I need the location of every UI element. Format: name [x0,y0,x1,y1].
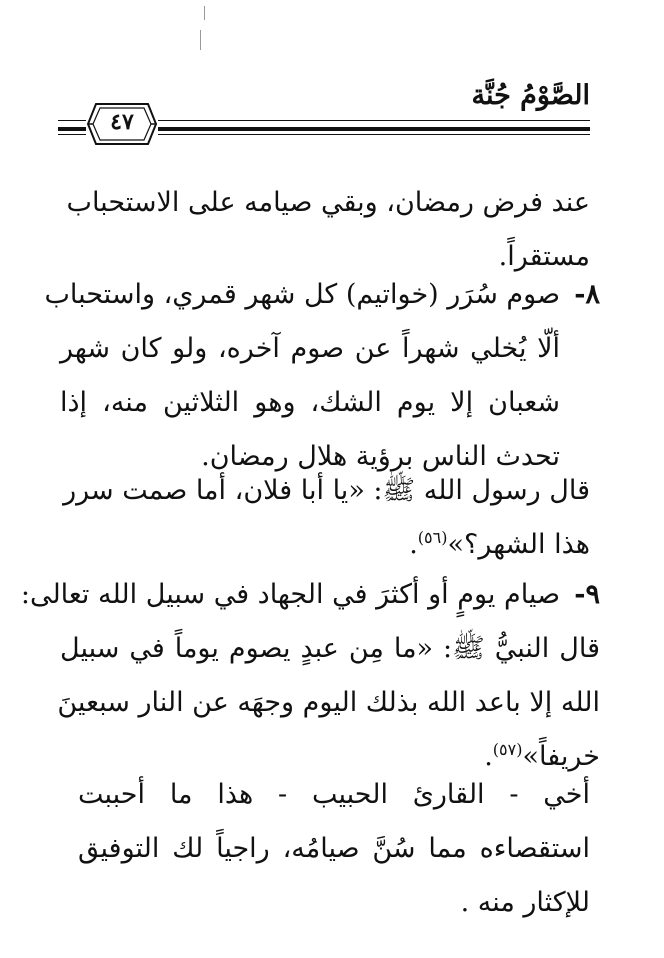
closing-paragraph [78,768,590,930]
text-line: صيام يومٍ أو أكثرَ في الجهاد في سبيل الله تعالى: [20,579,560,610]
footnote-reference: (٥٧) [492,740,523,759]
text-line: الله إلا باعد الله بذلك اليوم وجهَه عن النار سبعينَ [57,687,600,718]
item-number: ٨- [574,279,600,310]
text-line: قال النبيُّ ﷺ: «ما مِن عبدٍ يصوم يوماً في سبيل [60,633,600,664]
text-fragment: هذا الشهر؟» [447,529,590,560]
text-line: شعبان إلا يوم الشك، وهو الثلاثين منه، إذا [60,387,560,418]
text-line: مستقراً. [498,241,590,272]
scan-speck [204,6,205,20]
text-line: خريفاً»$^{(٥٧)}$. [484,740,600,772]
page-number-frame [86,102,158,146]
page-number: ٤٧ [110,109,134,135]
item-text [44,268,560,484]
text-line: صوم سُرَر (خواتيم) كل شهر قمري، واستحباب [44,279,560,310]
scan-speck [200,30,201,50]
item-text [20,568,600,784]
text-line: عند فرض رمضان، وبقي صيامه على الاستحباب [66,187,590,218]
text-line: استقصاءه مما سُنَّ صيامُه، راجياً لك التوفيق [78,833,590,864]
text-line: تحدث الناس برؤية هلال رمضان. [201,441,560,472]
text-line: قال رسول الله ﷺ: «يا أبا فلان، أما صمت سرر [63,475,590,506]
footnote-reference: (٥٦) [417,528,448,547]
running-title: الصَّوْمُ جُنَّة [471,80,590,111]
hadith-8 [63,464,590,572]
text-fragment: خريفاً» [522,741,600,772]
text-line: هذا الشهر؟»$^{(٥٦)}$. [409,528,590,560]
text-line: للإكثار منه . [460,887,590,918]
item-number: ٩- [574,579,600,610]
text-line: أخي - القارئ الحبيب - هذا ما أحببت [78,779,590,810]
text-line: ألّا يُخلي شهراً عن صوم آخره، ولو كان شهر [60,333,560,364]
